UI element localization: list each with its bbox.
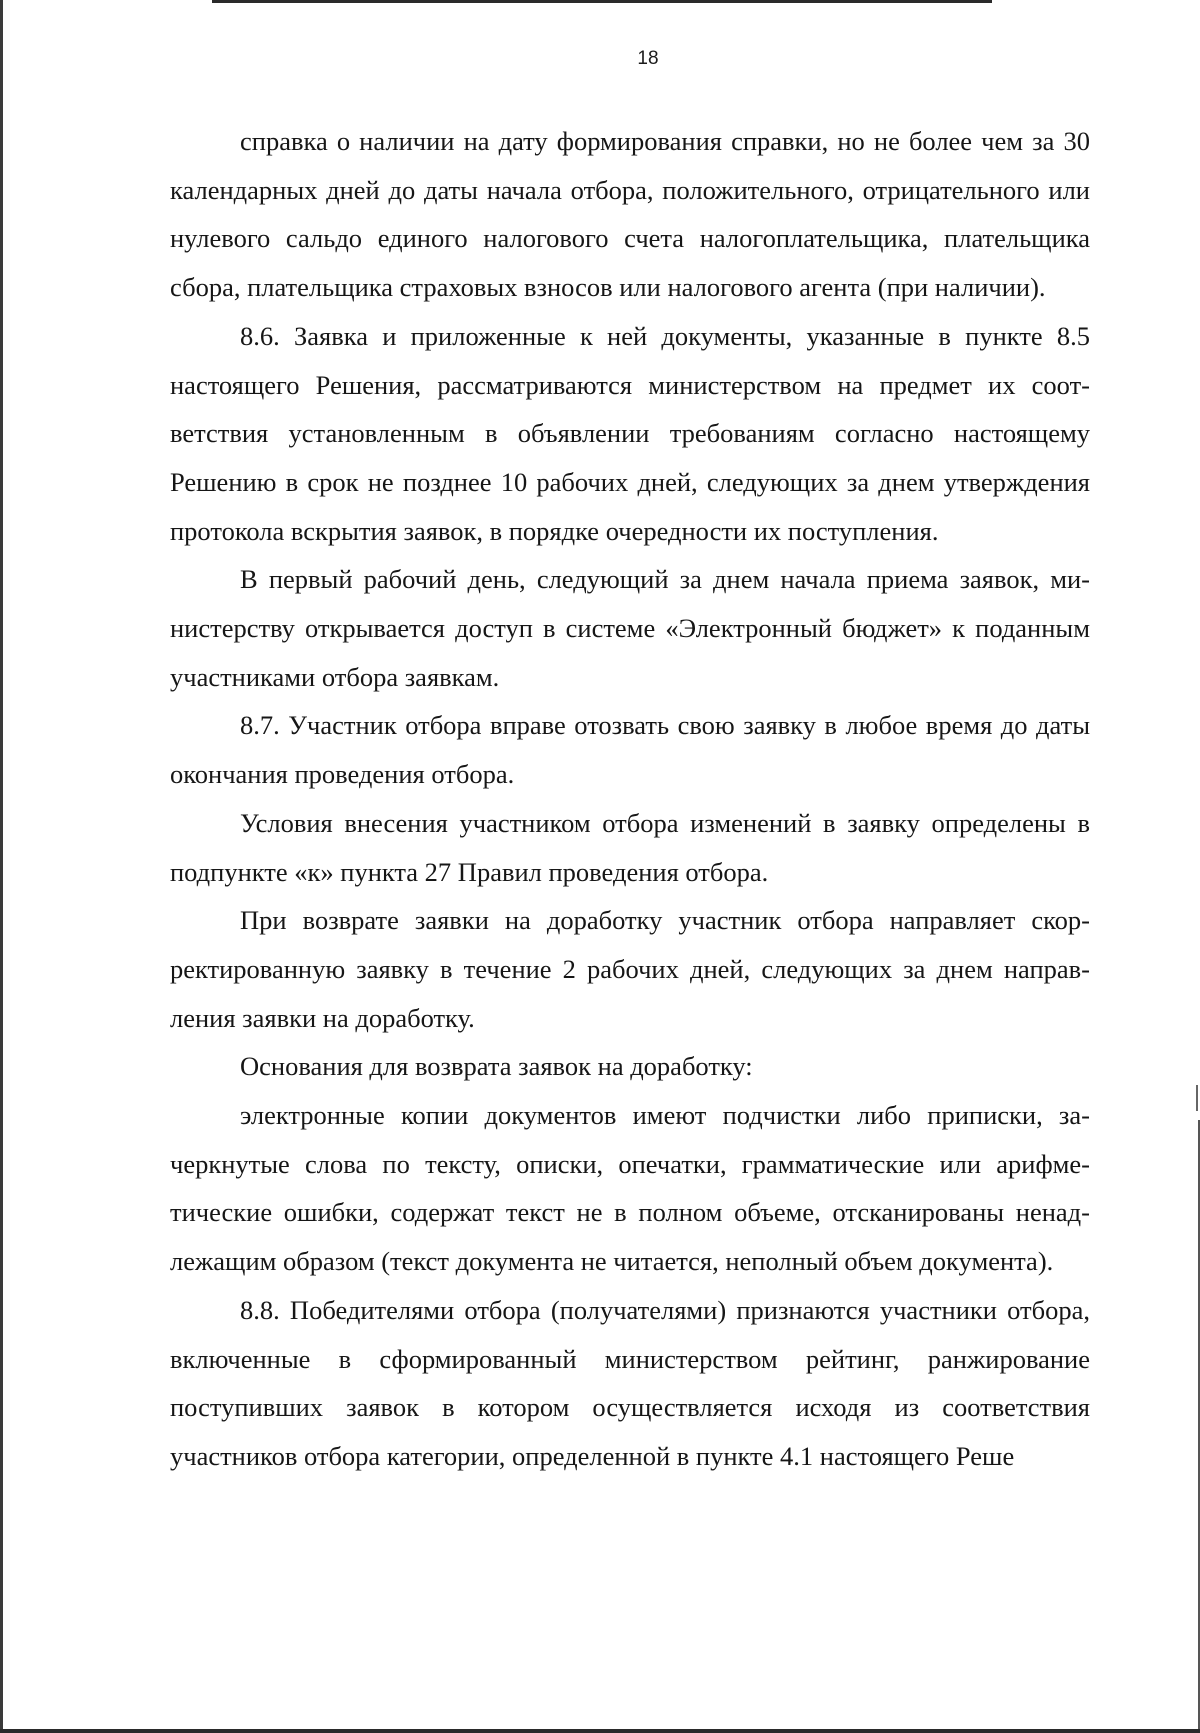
paragraph-8-8: 8.8. Победителями отбора (получателями) признаются участники отбора, включенные в сформированный министерством рейтинг, ранжирование поступивших заявок в котором осуществляется исходя из соответствия участников отбора категории, определенной в пункте 4.1 настоящего Реше	[170, 1294, 1090, 1471]
document-body	[170, 117, 1090, 1481]
paragraph-electronic-budget-access: В первый рабочий день, следующий за днем начала приема заявок, министерству открывается доступ в системе «Электронный бюджет» к поданным участниками отбора заявкам.	[170, 564, 1090, 692]
paragraph-return-grounds: электронные копии документов имеют подчистки либо приписки, зачеркнутые слова по тексту, описки, опечатки, грамматические или арифметические ошибки, содержат текст не в полном объеме, отсканированы ненадлежащим образом (текст документа не читается, неполный объем документа).	[170, 1100, 1090, 1277]
paragraph-return-for-revision: При возврате заявки на доработку участник отбора направляет скорректированную заявку в течение 2 рабочих дней, следующих за днем направления заявки на доработку.	[170, 905, 1090, 1033]
scan-top-edge	[212, 0, 992, 3]
scan-bottom-edge	[0, 1729, 1200, 1733]
paragraph-amendment-conditions: Условия внесения участником отбора изменений в заявку определены в подпункте «к» пункта 27 Правил проведения отбора.	[170, 807, 1090, 887]
paragraph-return-grounds-heading: Основания для возврата заявок на доработку:	[240, 1051, 753, 1082]
page-number: 18	[637, 48, 659, 69]
scan-left-edge	[0, 0, 3, 1733]
paragraph-8-7: 8.7. Участник отбора вправе отозвать свою заявку в любое время до даты окончания проведения отбора.	[170, 710, 1090, 790]
paragraph-8-6: 8.6. Заявка и приложенные к ней документы, указанные в пункте 8.5 настоящего Решения, рассматриваются министерством на предмет их соответствия установленным в объявлении требованиям согласно настоящему Решению в срок не позднее 10 рабочих дней, следующих за днем утверждения протокола вскрытия заявок, в порядке очередности их поступления.	[170, 320, 1090, 546]
paragraph-balance-certificate: справка о наличии на дату формирования справки, но не более чем за 30 календарных дней до даты начала отбора, положительного, отрицательного или нулевого сальдо единого налогового счета налогоплательщика, плательщика сбора, плательщика страховых взносов или налогового агента (при наличии).	[170, 126, 1090, 303]
scan-right-mark	[1196, 1085, 1198, 1111]
